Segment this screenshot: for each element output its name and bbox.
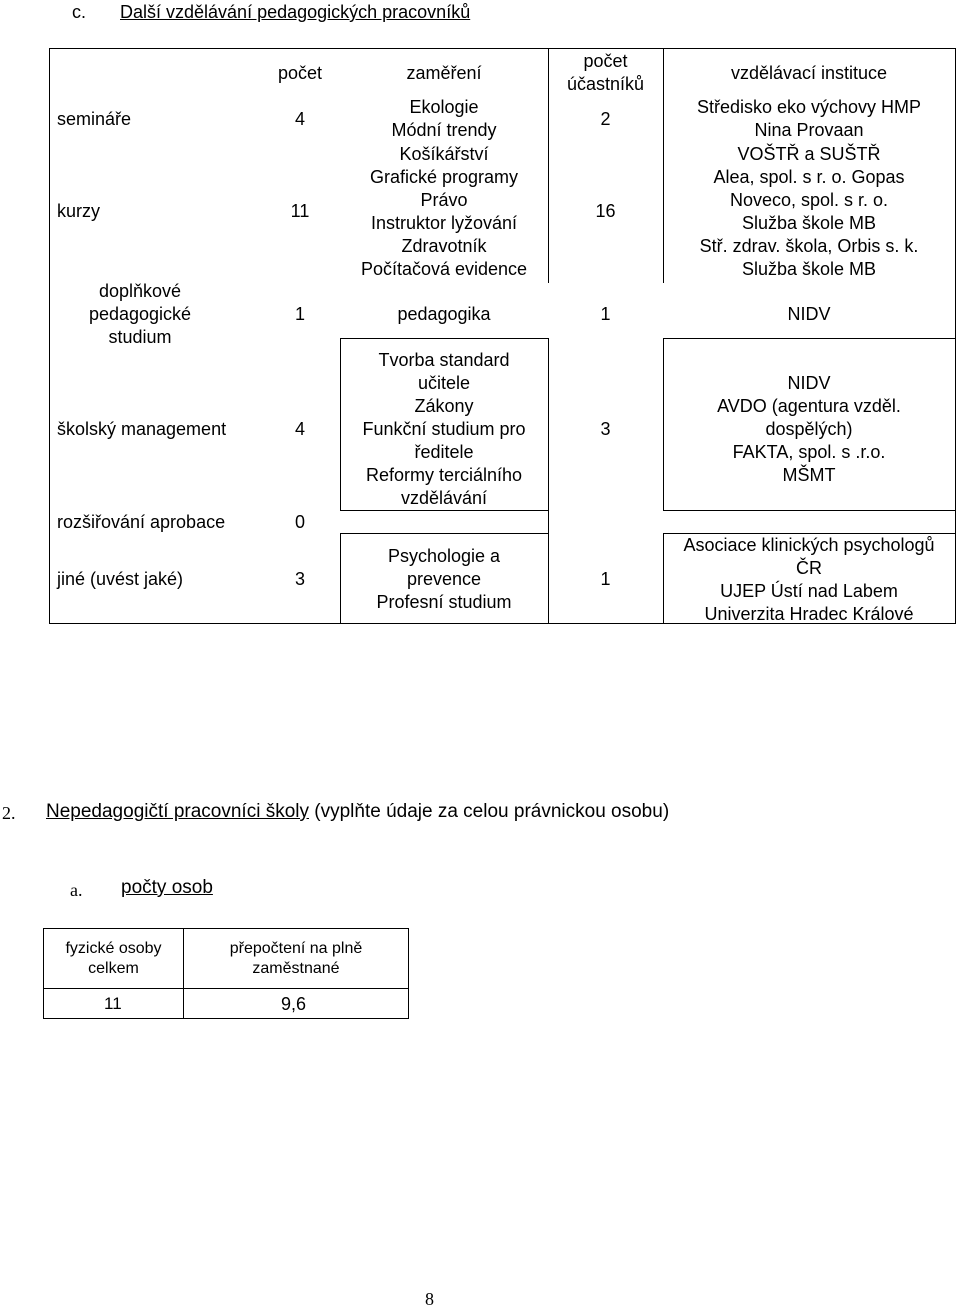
section-2-number: 2. <box>2 803 16 823</box>
row-pocet-kurzy: 11 <box>290 201 310 221</box>
row-pocet-aprobace: 0 <box>294 512 305 532</box>
header-pocet-ucastniku: počet účastníků <box>566 51 645 94</box>
row-ucastnici-kurzy: 16 <box>595 201 616 221</box>
row-zamereni-seminare: Ekologie Módní trendy <box>391 97 497 140</box>
row-zamereni-doplnkove: pedagogika <box>397 304 491 324</box>
row-label-aprobace: rozšiřování aprobace <box>57 512 226 532</box>
row-pocet-jine: 3 <box>294 569 305 589</box>
row-ucastnici-doplnkove: 1 <box>600 304 611 324</box>
row-label-doplnkove: doplňkové pedagogické studium <box>88 281 192 347</box>
row-pocet-doplnkove: 1 <box>294 304 305 324</box>
value-fyzicke-osoby: 11 <box>104 994 122 1013</box>
page-number: 8 <box>425 1289 434 1309</box>
row-label-kurzy: kurzy <box>57 201 101 221</box>
section-2-heading <box>46 801 669 823</box>
section-2-title: Nepedagogičtí pracovníci školy <box>46 801 309 822</box>
row-instituce-management: NIDV AVDO (agentura vzděl. dospělých) FAKTA, spol. s .r.o. MŠMT <box>717 373 901 485</box>
subsection-title: počty osob <box>121 877 213 898</box>
header-pocet: počet <box>277 63 323 83</box>
section-marker: c. <box>72 2 87 22</box>
row-ucastnici-seminare: 2 <box>600 109 611 129</box>
row-zamereni-jine: Psychologie a prevence Profesní studium <box>376 546 512 612</box>
row-pocet-management: 4 <box>294 419 305 439</box>
row-instituce-seminare: Středisko eko výchovy HMP Nina Provaan <box>696 97 922 140</box>
section-title: Další vzdělávání pedagogických pracovníků <box>120 2 471 22</box>
header-prepocteni: přepočtení na plně zaměstnané <box>229 940 363 977</box>
row-pocet-seminare: 4 <box>294 109 305 129</box>
row-instituce-kurzy: VOŠTŘ a SUŠTŘ Alea, spol. s r. o. Gopas Noveco, spol. s r. o. Služba škole MB Stř. zdrav. škola, Orbis s. k. Služba škole MB <box>699 144 919 279</box>
value-prepocteni: 9,6 <box>281 994 307 1014</box>
row-zamereni-kurzy: Košíkářství Grafické programy Právo Instruktor lyžování Zdravotník Počítačová evidence <box>360 144 528 279</box>
row-label-jine: jiné (uvést jaké) <box>57 569 184 589</box>
row-zamereni-management: Tvorba standard učitele Zákony Funkční studium pro ředitele Reformy terciálního vzdělávání <box>362 350 526 508</box>
row-label-management: školský management <box>57 419 227 439</box>
subsection-marker: a. <box>70 880 83 900</box>
header-zamereni: zaměření <box>406 63 482 83</box>
row-instituce-jine: Asociace klinických psychologů ČR UJEP Ústí nad Labem Univerzita Hradec Králové <box>683 535 935 624</box>
header-instituce: vzdělávací instituce <box>730 63 888 83</box>
section-2-note: (vyplňte údaje za celou právnickou osobu) <box>314 801 670 822</box>
row-label-seminare: semináře <box>57 109 132 129</box>
header-fyzicke-osoby: fyzické osoby celkem <box>65 940 162 977</box>
row-instituce-doplnkove: NIDV <box>787 304 831 324</box>
row-ucastnici-management: 3 <box>600 419 611 439</box>
row-ucastnici-jine: 1 <box>600 569 611 589</box>
